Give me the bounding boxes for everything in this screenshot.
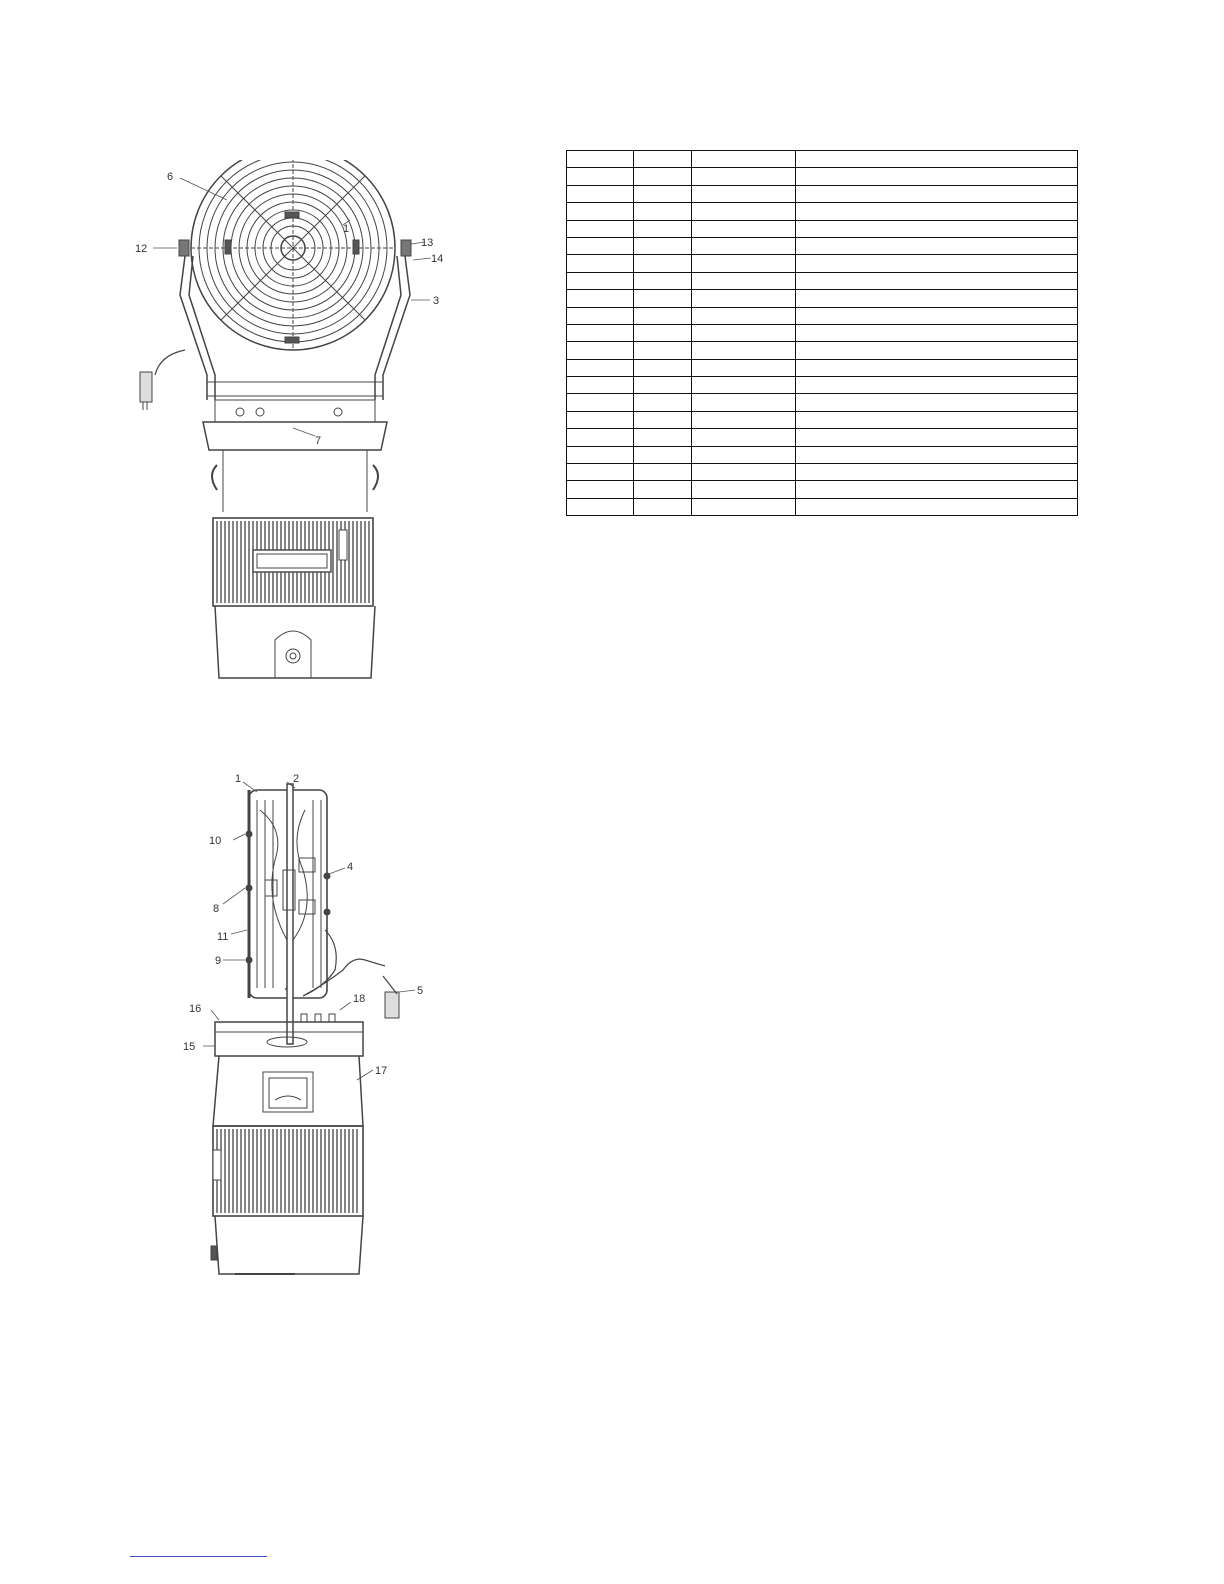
- callout-2: 2: [293, 773, 300, 785]
- table-row: [567, 446, 1078, 463]
- table-cell: [796, 203, 1078, 220]
- callout-10: 10: [209, 835, 222, 847]
- table-cell: [692, 481, 796, 498]
- table-row: [567, 324, 1078, 341]
- callout-4: 4: [347, 861, 354, 873]
- table-row: [567, 342, 1078, 359]
- table-cell: [634, 324, 692, 341]
- table-cell: [567, 342, 634, 359]
- table-cell: [634, 411, 692, 428]
- table-cell: [634, 429, 692, 446]
- table-row: [567, 498, 1078, 515]
- callout-13: 13: [421, 237, 434, 249]
- table-cell: [692, 272, 796, 289]
- table-row: [567, 168, 1078, 185]
- table-cell: [692, 342, 796, 359]
- table-cell: [692, 464, 796, 481]
- table-cell: [796, 411, 1078, 428]
- callout-15: 15: [183, 1041, 196, 1053]
- table-cell: [634, 237, 692, 254]
- table-cell: [634, 272, 692, 289]
- table-cell: [634, 359, 692, 376]
- table-cell: [692, 377, 796, 394]
- table-cell: [692, 429, 796, 446]
- table-row: [567, 377, 1078, 394]
- table-cell: [796, 359, 1078, 376]
- table-row: [567, 429, 1078, 446]
- table-cell: [567, 290, 634, 307]
- table-cell: [796, 498, 1078, 515]
- table-row: [567, 290, 1078, 307]
- table-cell: [634, 290, 692, 307]
- table-cell: [634, 151, 692, 168]
- table-cell: [567, 394, 634, 411]
- table-cell: [634, 464, 692, 481]
- callout-17: 17: [375, 1065, 388, 1077]
- table-cell: [692, 168, 796, 185]
- table-cell: [634, 377, 692, 394]
- callout-18: 18: [353, 993, 366, 1005]
- table-cell: [796, 272, 1078, 289]
- table-cell: [634, 168, 692, 185]
- table-cell: [567, 377, 634, 394]
- table-cell: [692, 359, 796, 376]
- callout-5: 5: [417, 985, 424, 997]
- table-cell: [567, 498, 634, 515]
- table-row: [567, 411, 1078, 428]
- table-cell: [567, 272, 634, 289]
- table-row: [567, 394, 1078, 411]
- callout-3: 3: [433, 295, 440, 307]
- callout-12: 12: [135, 243, 148, 255]
- table-cell: [634, 185, 692, 202]
- table-cell: [796, 185, 1078, 202]
- table-cell: [567, 464, 634, 481]
- table-cell: [692, 411, 796, 428]
- table-cell: [692, 203, 796, 220]
- table-cell: [692, 290, 796, 307]
- table-cell: [796, 168, 1078, 185]
- side-view-drawing: [175, 770, 445, 1280]
- table-cell: [692, 237, 796, 254]
- table-cell: [692, 151, 796, 168]
- table-cell: [634, 203, 692, 220]
- table-cell: [692, 324, 796, 341]
- table-cell: [567, 151, 634, 168]
- table-cell: [634, 307, 692, 324]
- callout-11: 11: [217, 931, 229, 943]
- callout-8: 8: [213, 903, 220, 915]
- table-cell: [692, 394, 796, 411]
- table-cell: [567, 307, 634, 324]
- table-cell: [692, 307, 796, 324]
- table-cell: [796, 481, 1078, 498]
- table-row: [567, 151, 1078, 168]
- table-cell: [634, 220, 692, 237]
- table-row: [567, 464, 1078, 481]
- callout-9: 9: [215, 955, 222, 967]
- table-cell: [692, 498, 796, 515]
- table-row: [567, 237, 1078, 254]
- table-row: [567, 481, 1078, 498]
- table-cell: [634, 394, 692, 411]
- table-cell: [634, 255, 692, 272]
- callout-14: 14: [431, 253, 444, 265]
- parts-table-body: [567, 151, 1078, 516]
- table-cell: [634, 498, 692, 515]
- table-cell: [692, 220, 796, 237]
- table-cell: [796, 290, 1078, 307]
- table-cell: [796, 255, 1078, 272]
- table-cell: [567, 359, 634, 376]
- table-row: [567, 255, 1078, 272]
- table-row: [567, 185, 1078, 202]
- callout-1: 1: [343, 223, 350, 235]
- table-cell: [634, 342, 692, 359]
- front-view-drawing: [125, 160, 465, 690]
- table-cell: [567, 237, 634, 254]
- table-cell: [567, 481, 634, 498]
- table-cell: [567, 168, 634, 185]
- table-cell: [567, 203, 634, 220]
- table-cell: [796, 377, 1078, 394]
- table-cell: [796, 464, 1078, 481]
- table-cell: [796, 394, 1078, 411]
- callout-16: 16: [189, 1003, 202, 1015]
- table-cell: [567, 220, 634, 237]
- table-row: [567, 359, 1078, 376]
- table-cell: [796, 342, 1078, 359]
- table-cell: [796, 429, 1078, 446]
- callout-7: 7: [315, 435, 322, 447]
- footer-link-rule: [130, 1556, 267, 1557]
- table-cell: [567, 429, 634, 446]
- parts-table: [566, 150, 1078, 516]
- table-cell: [567, 411, 634, 428]
- table-cell: [796, 446, 1078, 463]
- table-cell: [692, 185, 796, 202]
- table-cell: [796, 237, 1078, 254]
- table-cell: [692, 255, 796, 272]
- callout-1: 1: [235, 773, 242, 785]
- table-cell: [796, 151, 1078, 168]
- table-cell: [567, 446, 634, 463]
- table-cell: [567, 185, 634, 202]
- table-cell: [692, 446, 796, 463]
- table-cell: [634, 481, 692, 498]
- table-row: [567, 203, 1078, 220]
- table-row: [567, 307, 1078, 324]
- callout-6: 6: [167, 171, 174, 183]
- table-cell: [567, 324, 634, 341]
- table-cell: [634, 446, 692, 463]
- table-row: [567, 220, 1078, 237]
- table-cell: [796, 324, 1078, 341]
- table-cell: [796, 307, 1078, 324]
- table-cell: [796, 220, 1078, 237]
- table-cell: [567, 255, 634, 272]
- table-row: [567, 272, 1078, 289]
